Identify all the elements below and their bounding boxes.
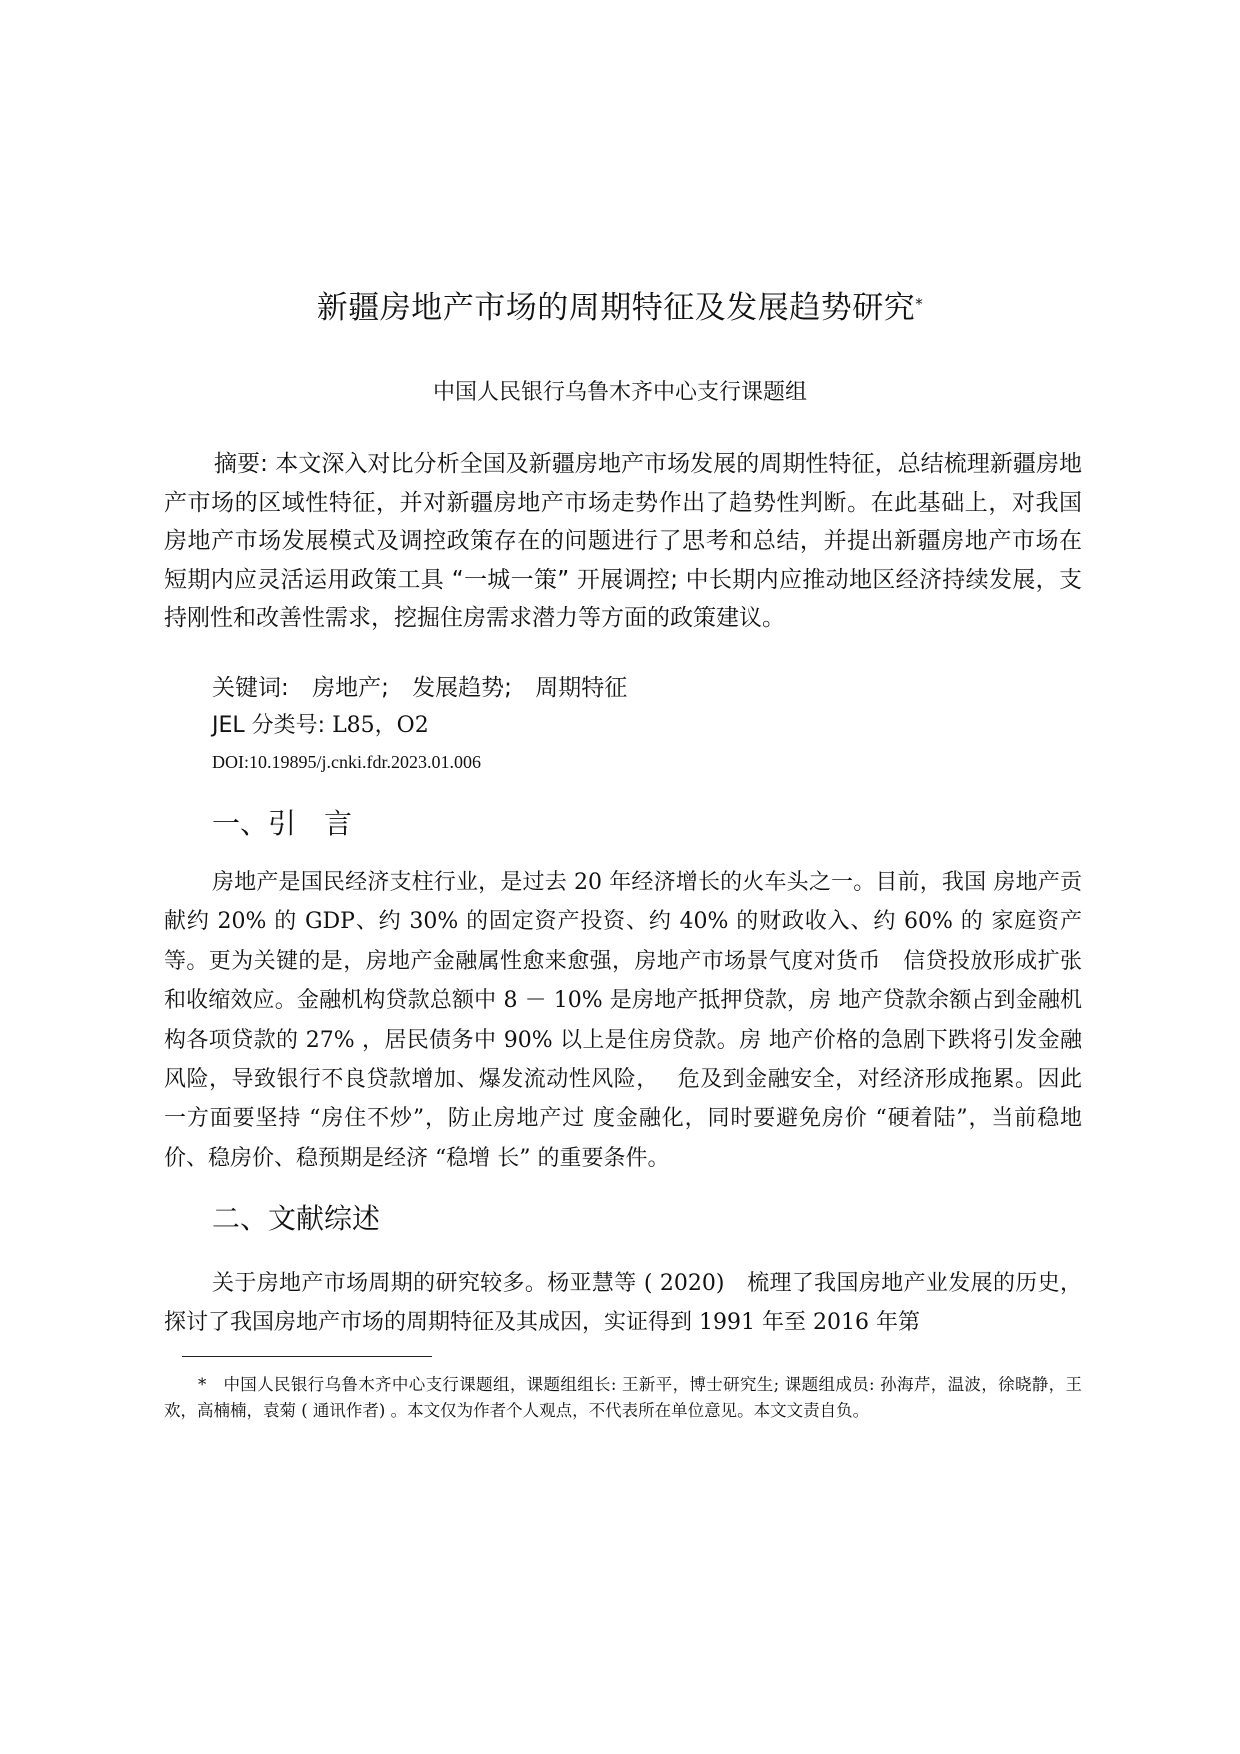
jel-value: L85，O2: [332, 713, 429, 738]
section-heading-introduction: 一、引 言: [212, 807, 353, 840]
abstract: 摘要: 本文深入对比分析全国及新疆房地产市场发展的周期性特征，总结梳理新疆房地产市场的区域性特征，并对新疆房地产市场走势作出了趋势性判断。在此基础上，对我国房地产市场发展模式及调控政策存在的问题进行了思考和总结，并提出新疆房地产市场在短期内应灵活运用政策工具 “一城一策” 开展调控; 中长期内应推动地区经济持续发展，支持刚性和改善性需求，挖掘住房需求潜力等方面的政策建议。: [164, 451, 1082, 631]
section-body-literature-review: 关于房地产市场周期的研究较多。杨亚慧等 ( 2020) 梳理了我国房地产业发展的历史，探讨了我国房地产市场的周期特征及其成因，实证得到 1991 年至 2016 年第: [164, 1271, 1082, 1336]
footnote-divider: [182, 1356, 432, 1357]
paper-title: [0, 288, 1240, 328]
footnote: * 中国人民银行乌鲁木齐中心支行课题组，课题组组长: 王新平，博士研究生; 课题组成员: 孙海芹，温波，徐晓静，王欢，高楠楠，袁菊 ( 通讯作者) 。本文仅为作者个人观点，不代表所在单位意见。本文文责自负。: [164, 1375, 1082, 1420]
keyword-item: 周期特征: [535, 675, 628, 701]
doi[interactable]: DOI:10.19895/j.cnki.fdr.2023.01.006: [212, 752, 481, 772]
section-body-introduction: 房地产是国民经济支柱行业，是过去 20 年经济增长的火车头之一。目前，我国 房地产贡献约 20% 的 GDP、约 30% 的固定资产投资、约 40% 的财政收入、约 60% 的 家庭资产等。更为关键的是，房地产金融属性愈来愈强，房地产市场景气度对货币 信贷投放形成扩张和收缩效应。金融机构贷款总额中 8 － 10% 是房地产抵押贷款，房 地产贷款余额占到金融机构各项贷款的 27% ，居民债务中 90% 以上是住房贷款。房 地产价格的急剧下跌将引发金融风险，导致银行不良贷款增加、爆发流动性风险， 危及到金融安全，对经济形成拖累。因此一方面要坚持 “房住不炒”，防止房地产过 度金融化，同时要避免房价 “硬着陆”，当前稳地价、稳房价、稳预期是经济 “稳增 长” 的重要条件。: [164, 870, 1082, 1171]
keyword-item: 发展趋势;: [412, 675, 512, 701]
title-text: 新疆房地产市场的周期特征及发展趋势研究: [316, 290, 916, 326]
jel-label: JEL 分类号:: [212, 713, 326, 738]
keywords: [212, 671, 643, 705]
section-heading-literature-review: 二、文献综述: [212, 1202, 381, 1235]
title-footnote-marker[interactable]: *: [915, 295, 924, 313]
jel-classification: [212, 710, 429, 742]
paper-author: 中国人民银行乌鲁木齐中心支行课题组: [432, 380, 807, 405]
keyword-item: 房地产;: [312, 675, 389, 701]
keywords-label: 关键词:: [212, 675, 289, 701]
